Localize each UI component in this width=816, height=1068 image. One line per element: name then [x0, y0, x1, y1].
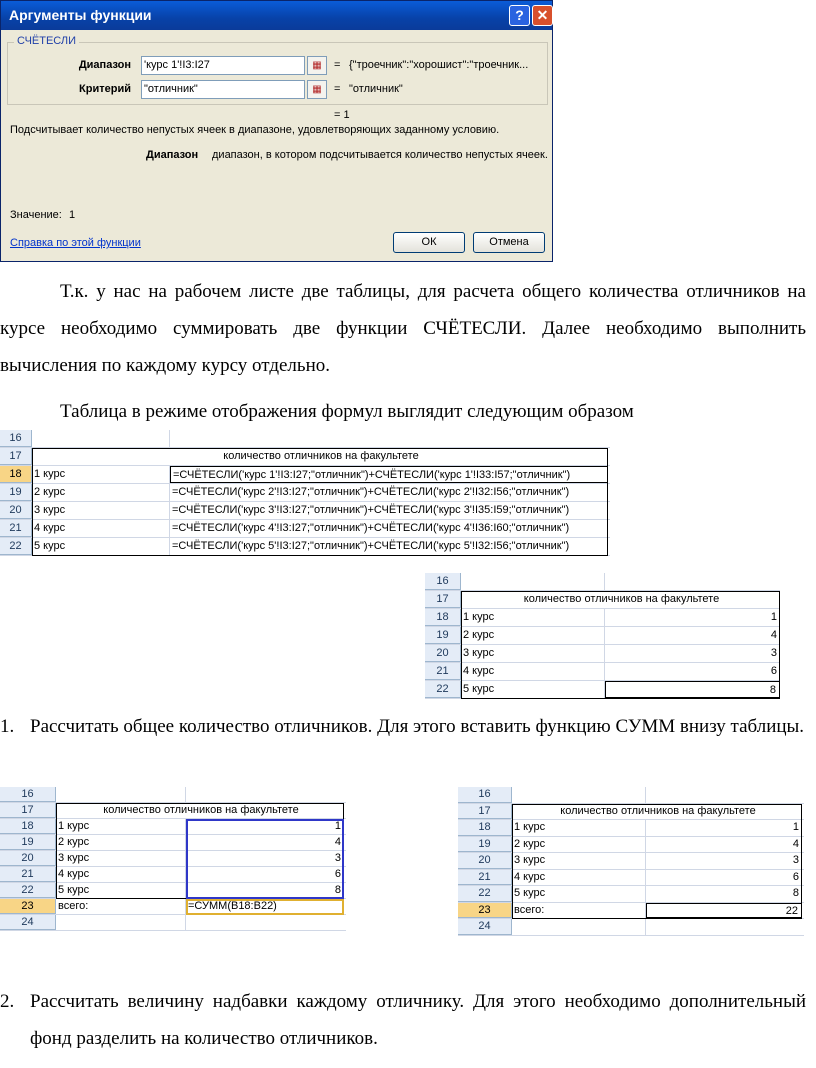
label-cell[interactable]: 2 курс: [56, 835, 186, 850]
label-cell[interactable]: 3 курс: [56, 851, 186, 866]
label-cell[interactable]: 2 курс: [512, 837, 646, 853]
row-header[interactable]: 23: [458, 903, 512, 919]
row-header[interactable]: 16: [0, 430, 32, 447]
arg-help-name: Диапазон: [146, 149, 199, 161]
range-label: Диапазон: [78, 59, 131, 71]
step-1-text: Рассчитать общее количество отличников. Для этого вставить функцию СУММ внизу таблицы.: [30, 716, 805, 737]
value-cell[interactable]: 1: [334, 820, 341, 832]
step-1-number: 1.: [0, 716, 15, 737]
cancel-button[interactable]: Отмена: [473, 232, 545, 253]
row-header[interactable]: 19: [458, 837, 512, 853]
row-header[interactable]: 18: [0, 466, 32, 483]
sheet-row: [458, 804, 804, 821]
sheet-row: [458, 870, 804, 887]
label-cell[interactable]: [461, 573, 605, 590]
sheet-row: [425, 591, 780, 609]
paragraph-formulas: [0, 393, 806, 430]
criteria-collapse-icon[interactable]: ▦: [307, 80, 327, 99]
label-cell[interactable]: 4 курс: [461, 663, 605, 680]
sheet-formulas: [0, 430, 610, 556]
value-cell[interactable]: 8: [792, 887, 799, 899]
value-cell[interactable]: 6: [334, 868, 341, 880]
row-header[interactable]: 21: [425, 663, 461, 680]
help-link[interactable]: Справка по этой функции: [10, 237, 141, 249]
value-cell[interactable]: =СЧЁТЕСЛИ('курс 4'!I3:I27;"отличник")+СЧЁТЕСЛИ('курс 4'!I36:I60;"отличник"): [172, 522, 570, 534]
function-description: Подсчитывает количество непустых ячеек в диапазоне, удовлетворяющих заданному условию.: [10, 124, 500, 136]
sheet-row: [0, 448, 610, 466]
label-cell[interactable]: 1 курс: [512, 820, 646, 836]
sheet-row: [458, 787, 804, 804]
criteria-input[interactable]: "отличник": [141, 80, 305, 99]
row-header[interactable]: 17: [425, 591, 461, 608]
sheet-row: [0, 819, 346, 835]
label-cell[interactable]: 1 курс: [32, 466, 170, 483]
label-cell[interactable]: всего:: [56, 899, 186, 914]
label-cell[interactable]: 4 курс: [56, 867, 186, 882]
label-cell[interactable]: 5 курс: [461, 681, 605, 698]
row-header[interactable]: 21: [0, 867, 56, 882]
value-cell[interactable]: 3: [334, 852, 341, 864]
row-header[interactable]: 24: [458, 919, 512, 935]
table-header-cell[interactable]: количество отличников на факультете: [523, 593, 720, 605]
value-cell[interactable]: 1: [792, 821, 799, 833]
label-cell[interactable]: [32, 430, 170, 447]
sheet-row: [0, 466, 610, 484]
row-header[interactable]: 22: [0, 883, 56, 898]
row-header[interactable]: 19: [0, 484, 32, 501]
value-cell[interactable]: 22: [646, 903, 802, 919]
row-header[interactable]: 21: [0, 520, 32, 537]
value-cell[interactable]: 3: [770, 647, 777, 659]
formula-result: = 1: [334, 109, 350, 121]
value-cell[interactable]: [605, 573, 780, 590]
value-cell[interactable]: 6: [770, 665, 777, 677]
value-cell[interactable]: 4: [770, 629, 777, 641]
row-header[interactable]: 19: [425, 627, 461, 644]
sheet-row: [458, 837, 804, 854]
arg-help-text: диапазон, в котором подсчитывается количество непустых ячеек.: [212, 149, 548, 161]
row-header[interactable]: 24: [0, 915, 56, 930]
paragraph-formulas-text: Таблица в режиме отображения формул выглядит следующим образом: [60, 401, 634, 422]
row-header[interactable]: 20: [0, 502, 32, 519]
label-cell[interactable]: 3 курс: [32, 502, 170, 519]
label-cell[interactable]: 5 курс: [56, 883, 186, 898]
value-cell[interactable]: [646, 919, 802, 935]
function-arguments-dialog: [0, 0, 553, 262]
function-name: СЧЁТЕСЛИ: [14, 35, 79, 47]
sheet-row: [425, 573, 780, 591]
label-cell[interactable]: 3 курс: [512, 853, 646, 869]
sheet-row: [0, 787, 346, 803]
sheet-row: [458, 919, 804, 936]
row-header[interactable]: 21: [458, 870, 512, 886]
label-cell[interactable]: [512, 787, 646, 803]
sheet-row: [0, 915, 346, 931]
value-cell[interactable]: 8: [605, 681, 780, 698]
step-2: [0, 983, 806, 1057]
row-header[interactable]: 18: [0, 819, 56, 834]
range-equals: =: [334, 59, 341, 71]
label-cell[interactable]: всего:: [512, 903, 646, 919]
criteria-label: Критерий: [79, 83, 131, 95]
paragraph-intro: [0, 273, 806, 384]
value-cell[interactable]: [646, 787, 802, 803]
sheet-row: [425, 645, 780, 663]
label-cell[interactable]: 1 курс: [461, 609, 605, 626]
criteria-equals: =: [334, 83, 341, 95]
range-collapse-icon[interactable]: ▦: [307, 56, 327, 75]
value-cell[interactable]: =СЧЁТЕСЛИ('курс 2'!I3:I27;"отличник")+СЧЁТЕСЛИ('курс 2'!I32:I56;"отличник"): [172, 486, 570, 498]
row-header[interactable]: 18: [458, 820, 512, 836]
ok-button[interactable]: ОК: [393, 232, 465, 253]
sheet-row: [458, 853, 804, 870]
dialog-title: Аргументы функции: [9, 7, 152, 23]
sheet-row: [0, 538, 610, 556]
criteria-result: "отличник": [349, 83, 403, 95]
row-header[interactable]: 19: [0, 835, 56, 850]
sheet-row: [458, 886, 804, 903]
paragraph-intro-text: Т.к. у нас на рабочем листе две таблицы, для расчета общего количества отличников на курсе необходимо суммировать две функции СЧЁТЕСЛИ. Далее необходимо выполнить вычисления по каждому курсу отдельно.: [0, 281, 806, 376]
table-header-cell[interactable]: количество отличников на факультете: [103, 804, 299, 816]
label-cell[interactable]: 5 курс: [32, 538, 170, 555]
value-cell[interactable]: [170, 430, 608, 447]
label-cell[interactable]: 2 курс: [461, 627, 605, 644]
sheet-row: [458, 903, 804, 920]
sheet-row: [425, 681, 780, 699]
label-cell[interactable]: 3 курс: [461, 645, 605, 662]
step-2-text: Рассчитать величину надбавки каждому отличнику. Для этого необходимо дополнительный фонд разделить на количество отличников.: [30, 991, 806, 1049]
range-result: {"троечник":"хорошист":"троечник...: [349, 59, 529, 71]
table-header-cell[interactable]: количество отличников на факультете: [560, 804, 756, 817]
sheet-row: [458, 820, 804, 837]
row-header[interactable]: 20: [0, 851, 56, 866]
row-header[interactable]: 17: [0, 803, 56, 818]
step-1: [0, 708, 806, 745]
row-header[interactable]: 22: [0, 538, 32, 555]
row-header[interactable]: 16: [0, 787, 56, 802]
value-cell[interactable]: =СЧЁТЕСЛИ('курс 5'!I3:I27;"отличник")+СЧЁТЕСЛИ('курс 5'!I32:I56;"отличник"): [172, 540, 570, 552]
sheet-row: [0, 502, 610, 520]
value-cell[interactable]: [186, 915, 344, 930]
sheet-row: [0, 883, 346, 899]
row-header[interactable]: 22: [458, 886, 512, 902]
value-text: 1: [69, 209, 76, 221]
help-icon[interactable]: ?: [509, 5, 530, 26]
label-cell[interactable]: 1 курс: [56, 819, 186, 834]
row-header[interactable]: 20: [425, 645, 461, 662]
value-label: Значение:: [10, 209, 62, 221]
sheet-row: [425, 627, 780, 645]
value-cell[interactable]: 6: [792, 870, 799, 883]
value-cell[interactable]: 1: [770, 611, 777, 623]
sheet-values: [425, 573, 780, 701]
row-header[interactable]: 20: [458, 853, 512, 869]
value-cell[interactable]: =СЧЁТЕСЛИ('курс 3'!I3:I27;"отличник")+СЧЁТЕСЛИ('курс 3'!I35:I59;"отличник"): [172, 504, 570, 516]
row-header[interactable]: 23: [0, 899, 56, 914]
sheet-row: [0, 851, 346, 867]
range-input[interactable]: 'курс 1'!I3:I27: [141, 56, 305, 75]
sheet-row: [0, 899, 346, 915]
label-cell[interactable]: [512, 919, 646, 935]
row-header[interactable]: 17: [458, 804, 512, 820]
value-cell[interactable]: 4: [334, 836, 341, 848]
close-icon[interactable]: ✕: [532, 5, 553, 26]
row-header[interactable]: 22: [425, 681, 461, 698]
sheet-row: [0, 430, 610, 448]
table-header-cell[interactable]: количество отличников на факультете: [223, 450, 419, 462]
step-2-number: 2.: [0, 991, 15, 1012]
sheet-row: [0, 867, 346, 883]
value-cell[interactable]: [186, 787, 344, 802]
dialog-titlebar: [1, 1, 552, 30]
label-cell[interactable]: 4 курс: [32, 520, 170, 537]
label-cell[interactable]: [56, 787, 186, 802]
sheet-sum-formula: [0, 787, 346, 935]
value-cell[interactable]: 8: [334, 884, 341, 896]
row-header[interactable]: 18: [425, 609, 461, 626]
sheet-row: [0, 484, 610, 502]
label-cell[interactable]: 2 курс: [32, 484, 170, 501]
row-header[interactable]: 16: [425, 573, 461, 590]
value-cell[interactable]: =СЧЁТЕСЛИ('курс 1'!I3:I27;"отличник")+СЧЁТЕСЛИ('курс 1'!I33:I57;"отличник"): [170, 466, 608, 483]
sheet-row: [0, 520, 610, 538]
sheet-sum-result: [458, 787, 804, 937]
sheet-row: [0, 803, 346, 819]
value-cell[interactable]: =СУММ(B18:B22): [188, 900, 277, 912]
label-cell[interactable]: [56, 915, 186, 930]
label-cell[interactable]: 4 курс: [512, 870, 646, 886]
value-cell[interactable]: 4: [792, 837, 799, 850]
sheet-row: [425, 663, 780, 681]
sheet-row: [425, 609, 780, 627]
value-cell[interactable]: 3: [792, 854, 799, 866]
label-cell[interactable]: 5 курс: [512, 886, 646, 902]
row-header[interactable]: 16: [458, 787, 512, 803]
row-header[interactable]: 17: [0, 448, 32, 465]
sheet-row: [0, 835, 346, 851]
